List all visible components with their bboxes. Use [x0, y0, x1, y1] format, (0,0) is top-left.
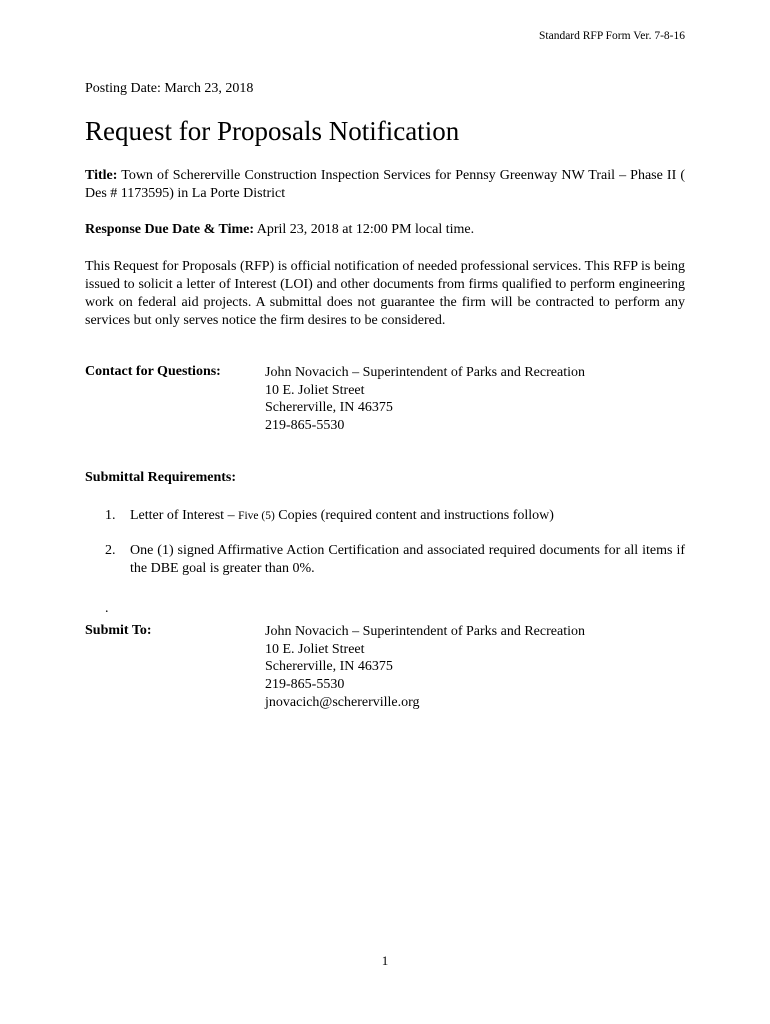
contact-label: Contact for Questions:: [85, 364, 221, 379]
submit-city: Schererville, IN 46375: [265, 659, 393, 675]
requirement-text: One (1) signed Affirmative Action Certification and associated required documents for all items if the DBE goal is greater than 0%.: [130, 543, 685, 576]
submittal-heading: Submittal Requirements:: [85, 470, 237, 485]
contact-address-block: [265, 364, 585, 435]
contact-city: Schererville, IN 46375: [265, 400, 393, 416]
contact-name: John Novacich – Superintendent of Parks and Recreation: [265, 365, 585, 380]
form-version-note: Standard RFP Form Ver. 7-8-16: [539, 30, 685, 42]
submit-street: 10 E. Joliet Street: [265, 641, 365, 657]
submit-name: John Novacich – Superintendent of Parks and Recreation: [265, 624, 585, 639]
contact-phone: 219-865-5530: [265, 418, 345, 434]
submit-email: jnovacich@schererville.org: [265, 694, 420, 710]
stray-mark: .: [105, 601, 109, 616]
title-label: Title:: [85, 168, 118, 183]
response-due-text: April 23, 2018 at 12:00 PM local time.: [254, 222, 475, 237]
page-number: 1: [381, 953, 389, 968]
response-due-label: Response Due Date & Time:: [85, 222, 255, 237]
page-title: Request for Proposals Notification: [85, 116, 460, 146]
title-paragraph: [85, 167, 685, 203]
requirement-number: 2.: [105, 543, 116, 558]
intro-paragraph: This Request for Proposals (RFP) is official notification of needed professional services. This RFP is being issued to solicit a letter of Interest (LOI) and other documents from firms qualified to perform engineering work on federal aid projects. A submittal does not guarantee the firm will be contracted to perform any services but only serves notice the firm desires to be considered.: [85, 259, 685, 328]
submit-to-label: Submit To:: [85, 623, 152, 638]
submit-phone: 219-865-5530: [265, 677, 345, 693]
requirement-item-2: [105, 542, 685, 578]
contact-street: 10 E. Joliet Street: [265, 382, 365, 398]
requirement-text: Letter of Interest –: [130, 508, 239, 523]
response-due-paragraph: [85, 221, 685, 239]
requirement-number: 1.: [105, 508, 116, 523]
requirement-item-1: [105, 507, 685, 525]
submit-address-block: [265, 623, 585, 712]
title-text: Town of Schererville Construction Inspection Services for Pennsy Greenway NW Trail – Phase II ( Des # 1173595) in La Porte District: [85, 168, 685, 201]
posting-date: Posting Date: March 23, 2018: [85, 81, 254, 96]
requirement-text-end: Copies (required content and instructions follow): [274, 508, 554, 523]
requirement-copies: Five (5): [238, 510, 275, 522]
